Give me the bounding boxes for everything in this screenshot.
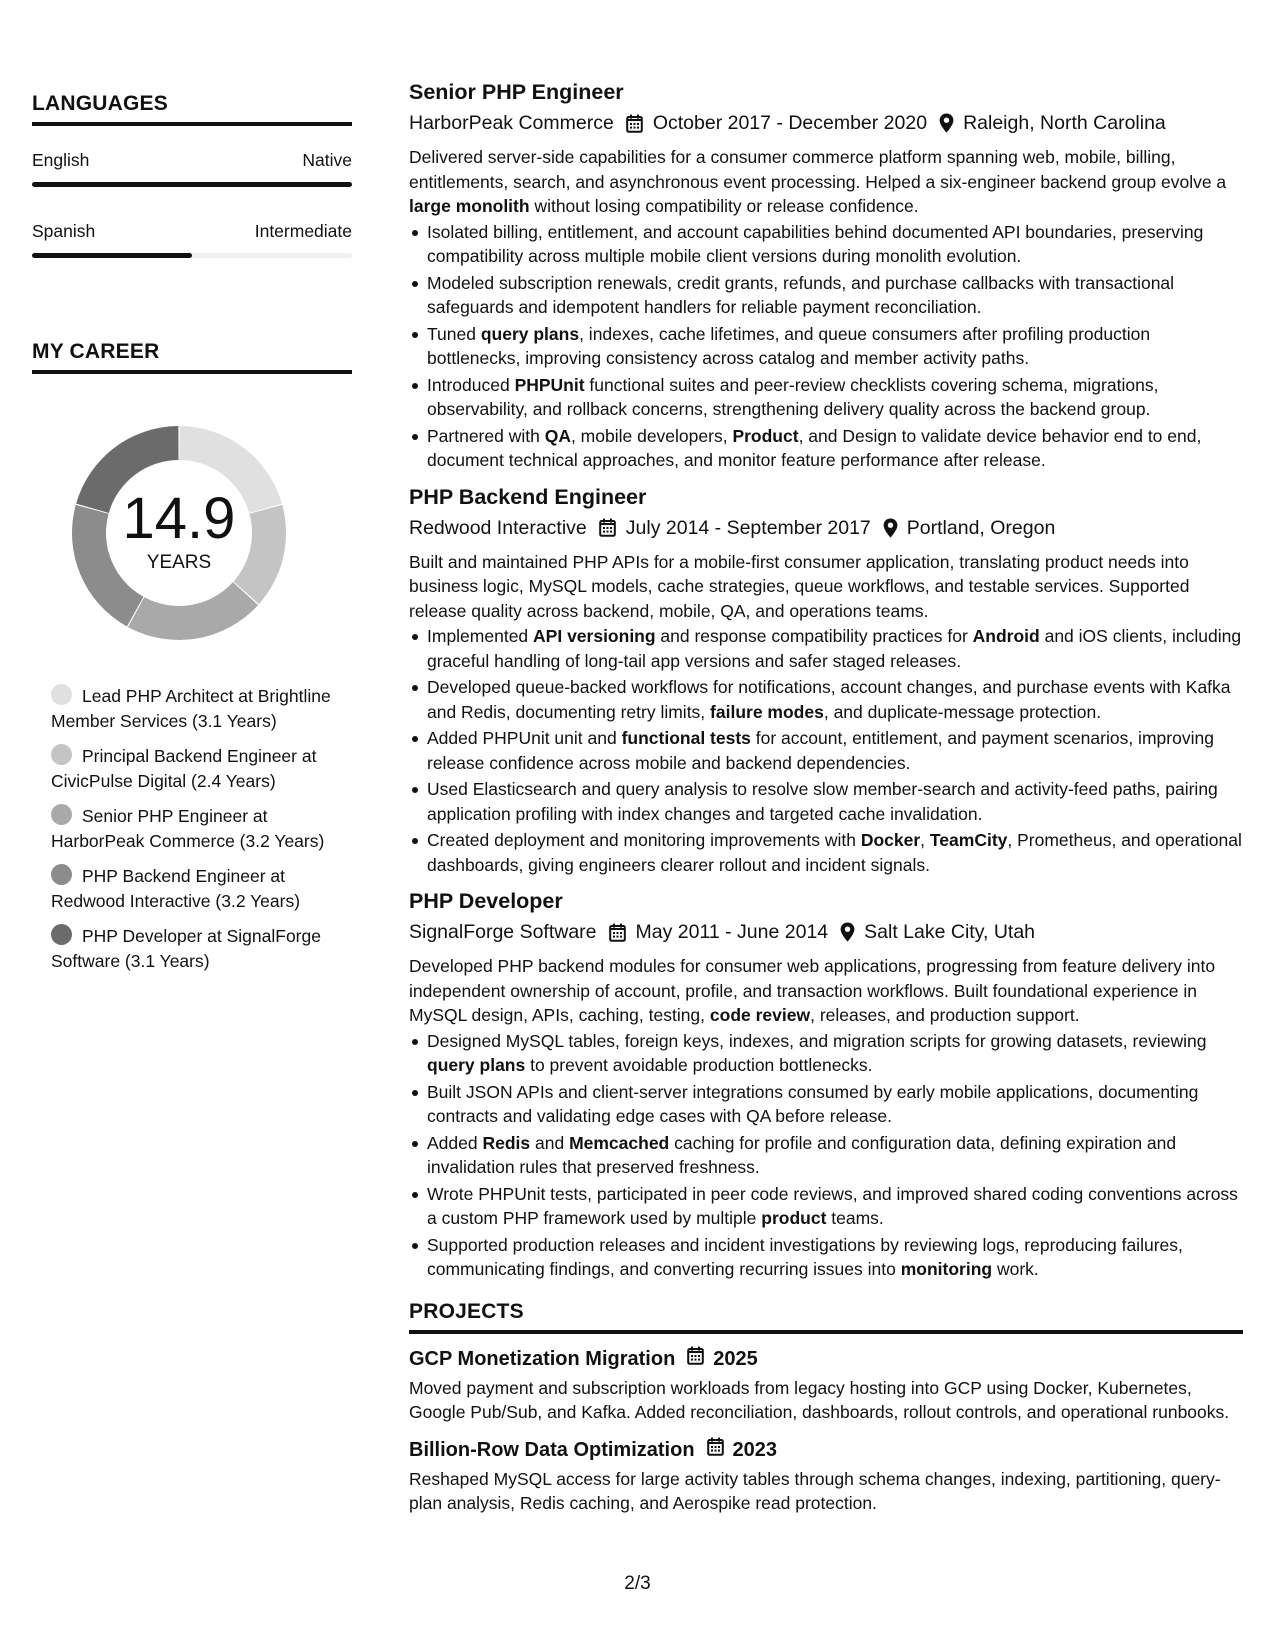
map-pin-icon [840, 922, 855, 942]
legend-label: PHP Developer at SignalForge Software (3.1 Years) [51, 926, 321, 971]
text-run: Designed MySQL tables, foreign keys, indexes, and migration scripts for growing datasets, reviewing [427, 1030, 1207, 1051]
bullet-item [409, 373, 1243, 422]
job-dates: July 2014 - September 2017 [625, 516, 871, 539]
bullet-item [409, 675, 1243, 724]
job-title: Senior PHP Engineer [409, 80, 624, 104]
bold-text: monitoring [900, 1259, 993, 1279]
job-location: Portland, Oregon [906, 516, 1056, 539]
legend-swatch [51, 804, 72, 825]
text-run: Built and maintained PHP APIs for a mobile-first consumer application, translating product needs into business logic, MySQL models, cache strategies, queue workflows, and testable services. Supported release quality across backend, mobile, QA, and operations teams. [409, 551, 1190, 621]
text-run: Supported production releases and incident investigations by reviewing logs, reproducing failures, communicating findings, and converting recurring issues into [427, 1234, 1183, 1279]
text-run: , and Design to validate device behavior end to end, document technical approaches, and monitor feature performance after release. [427, 425, 1202, 470]
text-run: Delivered server-side capabilities for a consumer commerce platform spanning web, mobile, billing, entitlements, search, and asynchronous event processing. Helped a six-engineer backend group evolve a [409, 147, 1227, 192]
bold-text: query plans [480, 323, 580, 344]
text-run: Developed PHP backend modules for consumer web applications, progressing from feature delivery into independent ownership of account, profile, and transaction workflows. Built foundational experience in MySQL design, APIs, caching, testing, [409, 956, 1216, 1025]
legend-label: Senior PHP Engineer at HarborPeak Commerce (3.2 Years) [51, 806, 325, 851]
bullet-item [409, 220, 1243, 269]
project-header [409, 1437, 1243, 1464]
project-header [409, 1346, 1243, 1373]
text-run: Added PHPUnit unit and [427, 728, 622, 748]
map-pin-icon [883, 518, 898, 538]
legend-item [51, 684, 331, 733]
bold-text: API versioning [533, 626, 656, 646]
map-pin-icon [939, 113, 954, 133]
text-run: , releases, and production support. [810, 1005, 1080, 1025]
job-entry [409, 483, 1243, 878]
calendar-icon [707, 1437, 724, 1464]
bullet-item [409, 271, 1243, 320]
text-run: functional suites and peer-review checklists covering schema, migrations, observability, and rollback concerns, strengthening delivery quality across the backend group. [427, 374, 1159, 419]
text-run: for account, entitlement, and payment scenarios, improving release confidence across mobile and backend dependencies. [427, 728, 1214, 773]
legend-swatch [51, 744, 72, 765]
language-proficiency-bar [32, 253, 352, 258]
bold-text: query plans [427, 1055, 526, 1075]
legend-swatch [51, 864, 72, 885]
page-number: 2/3 [624, 1573, 651, 1594]
project-description: Reshaped MySQL access for large activity tables through schema changes, indexing, partitioning, query-plan analysis, Redis caching, and Aerospike read protection. [409, 1468, 1221, 1513]
job-entry [409, 887, 1243, 1282]
career-legend [51, 684, 331, 973]
experience-list [409, 78, 1243, 1282]
bullet-item [409, 1080, 1243, 1129]
text-run: Added [427, 1132, 483, 1153]
bullet-item [409, 777, 1243, 826]
job-title: PHP Developer [409, 889, 563, 913]
calendar-icon [687, 1346, 704, 1373]
language-name: Spanish [32, 221, 96, 241]
project-description: Moved payment and subscription workloads from legacy hosting into GCP using Docker, Kubernetes, Google Pub/Sub, and Kafka. Added reconciliation, dashboards, rollout controls, and operational runbooks. [409, 1377, 1230, 1422]
job-bullets [409, 220, 1243, 473]
job-dates: October 2017 - December 2020 [652, 112, 928, 134]
job-bullets [409, 1029, 1243, 1282]
calendar-icon [626, 114, 643, 133]
text-run: Introduced [427, 374, 515, 395]
text-run: , and duplicate-message protection. [823, 701, 1102, 722]
languages-heading: LANGUAGES [32, 92, 352, 126]
text-run: , Prometheus, and operational dashboards, giving engineers clearer rollout and incident signals. [427, 830, 1242, 875]
bullet-item [409, 1131, 1243, 1180]
calendar-icon [599, 518, 616, 537]
career-total-value: 14.9 [122, 486, 236, 551]
projects-heading: PROJECTS [409, 1300, 1243, 1334]
bold-text: code review [709, 1005, 811, 1025]
text-run: , indexes, cache lifetimes, and queue consumers after profiling production bottlenecks, improving consistency across catalog and member activity paths. [427, 323, 1151, 368]
bold-text: large monolith [409, 196, 530, 216]
bullet-item [409, 322, 1243, 371]
bullet-item [409, 1029, 1243, 1078]
language-item-english [32, 150, 352, 187]
job-bullets [409, 624, 1243, 877]
legend-swatch [51, 684, 72, 705]
bold-text: PHPUnit [514, 374, 585, 395]
job-location: Salt Lake City, Utah [864, 921, 1036, 943]
language-proficiency-bar [32, 182, 352, 187]
job-title: PHP Backend Engineer [409, 484, 647, 509]
legend-label: Lead PHP Architect at Brightline Member Services (3.1 Years) [51, 686, 331, 731]
job-meta [409, 918, 1243, 946]
language-item-spanish [32, 221, 352, 258]
text-run: Created deployment and monitoring improvements with [427, 830, 861, 850]
project-entry [409, 1346, 1243, 1425]
legend-item [51, 744, 331, 793]
text-run: to prevent avoidable production bottlenecks. [525, 1055, 873, 1075]
bold-text: TeamCity [929, 830, 1008, 850]
text-run: and iOS clients, including graceful handling of long-tail app versions and safer staged releases. [427, 626, 1242, 671]
legend-label: PHP Backend Engineer at Redwood Interactive (3.2 Years) [51, 866, 301, 911]
bold-text: Redis [482, 1132, 531, 1153]
bullet-item [409, 1182, 1243, 1231]
text-run: teams. [826, 1208, 884, 1228]
project-name: GCP Monetization Migration [409, 1347, 676, 1370]
text-run: Used Elasticsearch and query analysis to resolve slow member-search and activity-feed paths, pairing application profiling with index changes and targeted cache invalidation. [427, 779, 1218, 824]
text-run: Implemented [427, 626, 534, 646]
bullet-item [409, 624, 1243, 673]
bullet-item [409, 424, 1243, 473]
bold-text: functional tests [621, 728, 751, 748]
text-run: Modeled subscription renewals, credit grants, refunds, and purchase callbacks with transactional safeguards and idempotent handlers for reliable payment reconciliation. [427, 272, 1175, 317]
project-name: Billion-Row Data Optimization [409, 1438, 695, 1461]
text-run: and response compatibility practices for [655, 626, 973, 646]
career-total-unit: YEARS [146, 552, 212, 573]
bullet-item [409, 726, 1243, 775]
language-level: Intermediate [254, 221, 352, 241]
bold-text: product [761, 1208, 827, 1228]
text-run: Isolated billing, entitlement, and account capabilities behind documented API boundaries, preserving compatibility across multiple mobile client versions during monolith evolution. [427, 221, 1204, 266]
bold-text: Docker [860, 830, 921, 850]
job-company: Redwood Interactive [409, 516, 587, 539]
bold-text: Memcached [569, 1132, 670, 1153]
language-name: English [32, 150, 90, 170]
career-heading: MY CAREER [32, 340, 352, 374]
job-entry [409, 78, 1243, 473]
bold-text: QA [544, 425, 571, 446]
text-run: without losing compatibility or release confidence. [529, 196, 919, 216]
sidebar [32, 92, 352, 984]
legend-item [51, 864, 331, 913]
career-total [64, 486, 294, 574]
language-proficiency-fill [32, 182, 352, 187]
job-location: Raleigh, North Carolina [963, 112, 1166, 134]
bold-text: Product [732, 425, 799, 446]
job-summary [409, 954, 1243, 1028]
text-run: Tuned [427, 323, 481, 344]
job-dates: May 2011 - June 2014 [635, 921, 829, 943]
calendar-icon [609, 923, 626, 942]
bullet-item [409, 1233, 1243, 1282]
legend-label: Principal Backend Engineer at CivicPulse Digital (2.4 Years) [51, 746, 317, 791]
career-donut-chart [64, 418, 294, 648]
project-year: 2023 [732, 1438, 778, 1461]
language-proficiency-fill [32, 253, 192, 258]
bold-text: failure modes [710, 701, 824, 722]
text-run: Developed queue-backed workflows for notifications, account changes, and purchase events with Kafka and Redis, documenting retry limits, [427, 677, 1231, 722]
legend-swatch [51, 924, 72, 945]
legend-item [51, 924, 331, 973]
text-run: Partnered with [427, 425, 545, 446]
legend-item [51, 804, 331, 853]
text-run: Wrote PHPUnit tests, participated in peer code reviews, and improved shared coding conventions across a custom PHP framework used by multiple [427, 1183, 1238, 1228]
text-run: Built JSON APIs and client-server integrations consumed by early mobile applications, documenting contracts and validating edge cases with QA before release. [427, 1081, 1199, 1126]
text-run: caching for profile and configuration data, defining expiration and invalidation rules that preserved freshness. [427, 1132, 1177, 1177]
text-run: , [920, 830, 930, 850]
job-meta [409, 514, 1243, 542]
job-summary [409, 145, 1243, 219]
job-meta [409, 109, 1243, 137]
donut-segment-3 [128, 582, 258, 640]
bold-text: Android [972, 626, 1040, 646]
projects-list [409, 1346, 1243, 1516]
job-summary [409, 550, 1243, 624]
text-run: and [530, 1132, 570, 1153]
project-year: 2025 [713, 1347, 758, 1370]
bullet-item [409, 828, 1243, 877]
project-entry [409, 1437, 1243, 1516]
text-run: , mobile developers, [570, 425, 733, 446]
job-company: SignalForge Software [409, 921, 597, 943]
text-run: work. [992, 1259, 1039, 1279]
language-level: Native [302, 150, 352, 170]
job-company: HarborPeak Commerce [409, 112, 614, 134]
main-content [409, 78, 1243, 1516]
